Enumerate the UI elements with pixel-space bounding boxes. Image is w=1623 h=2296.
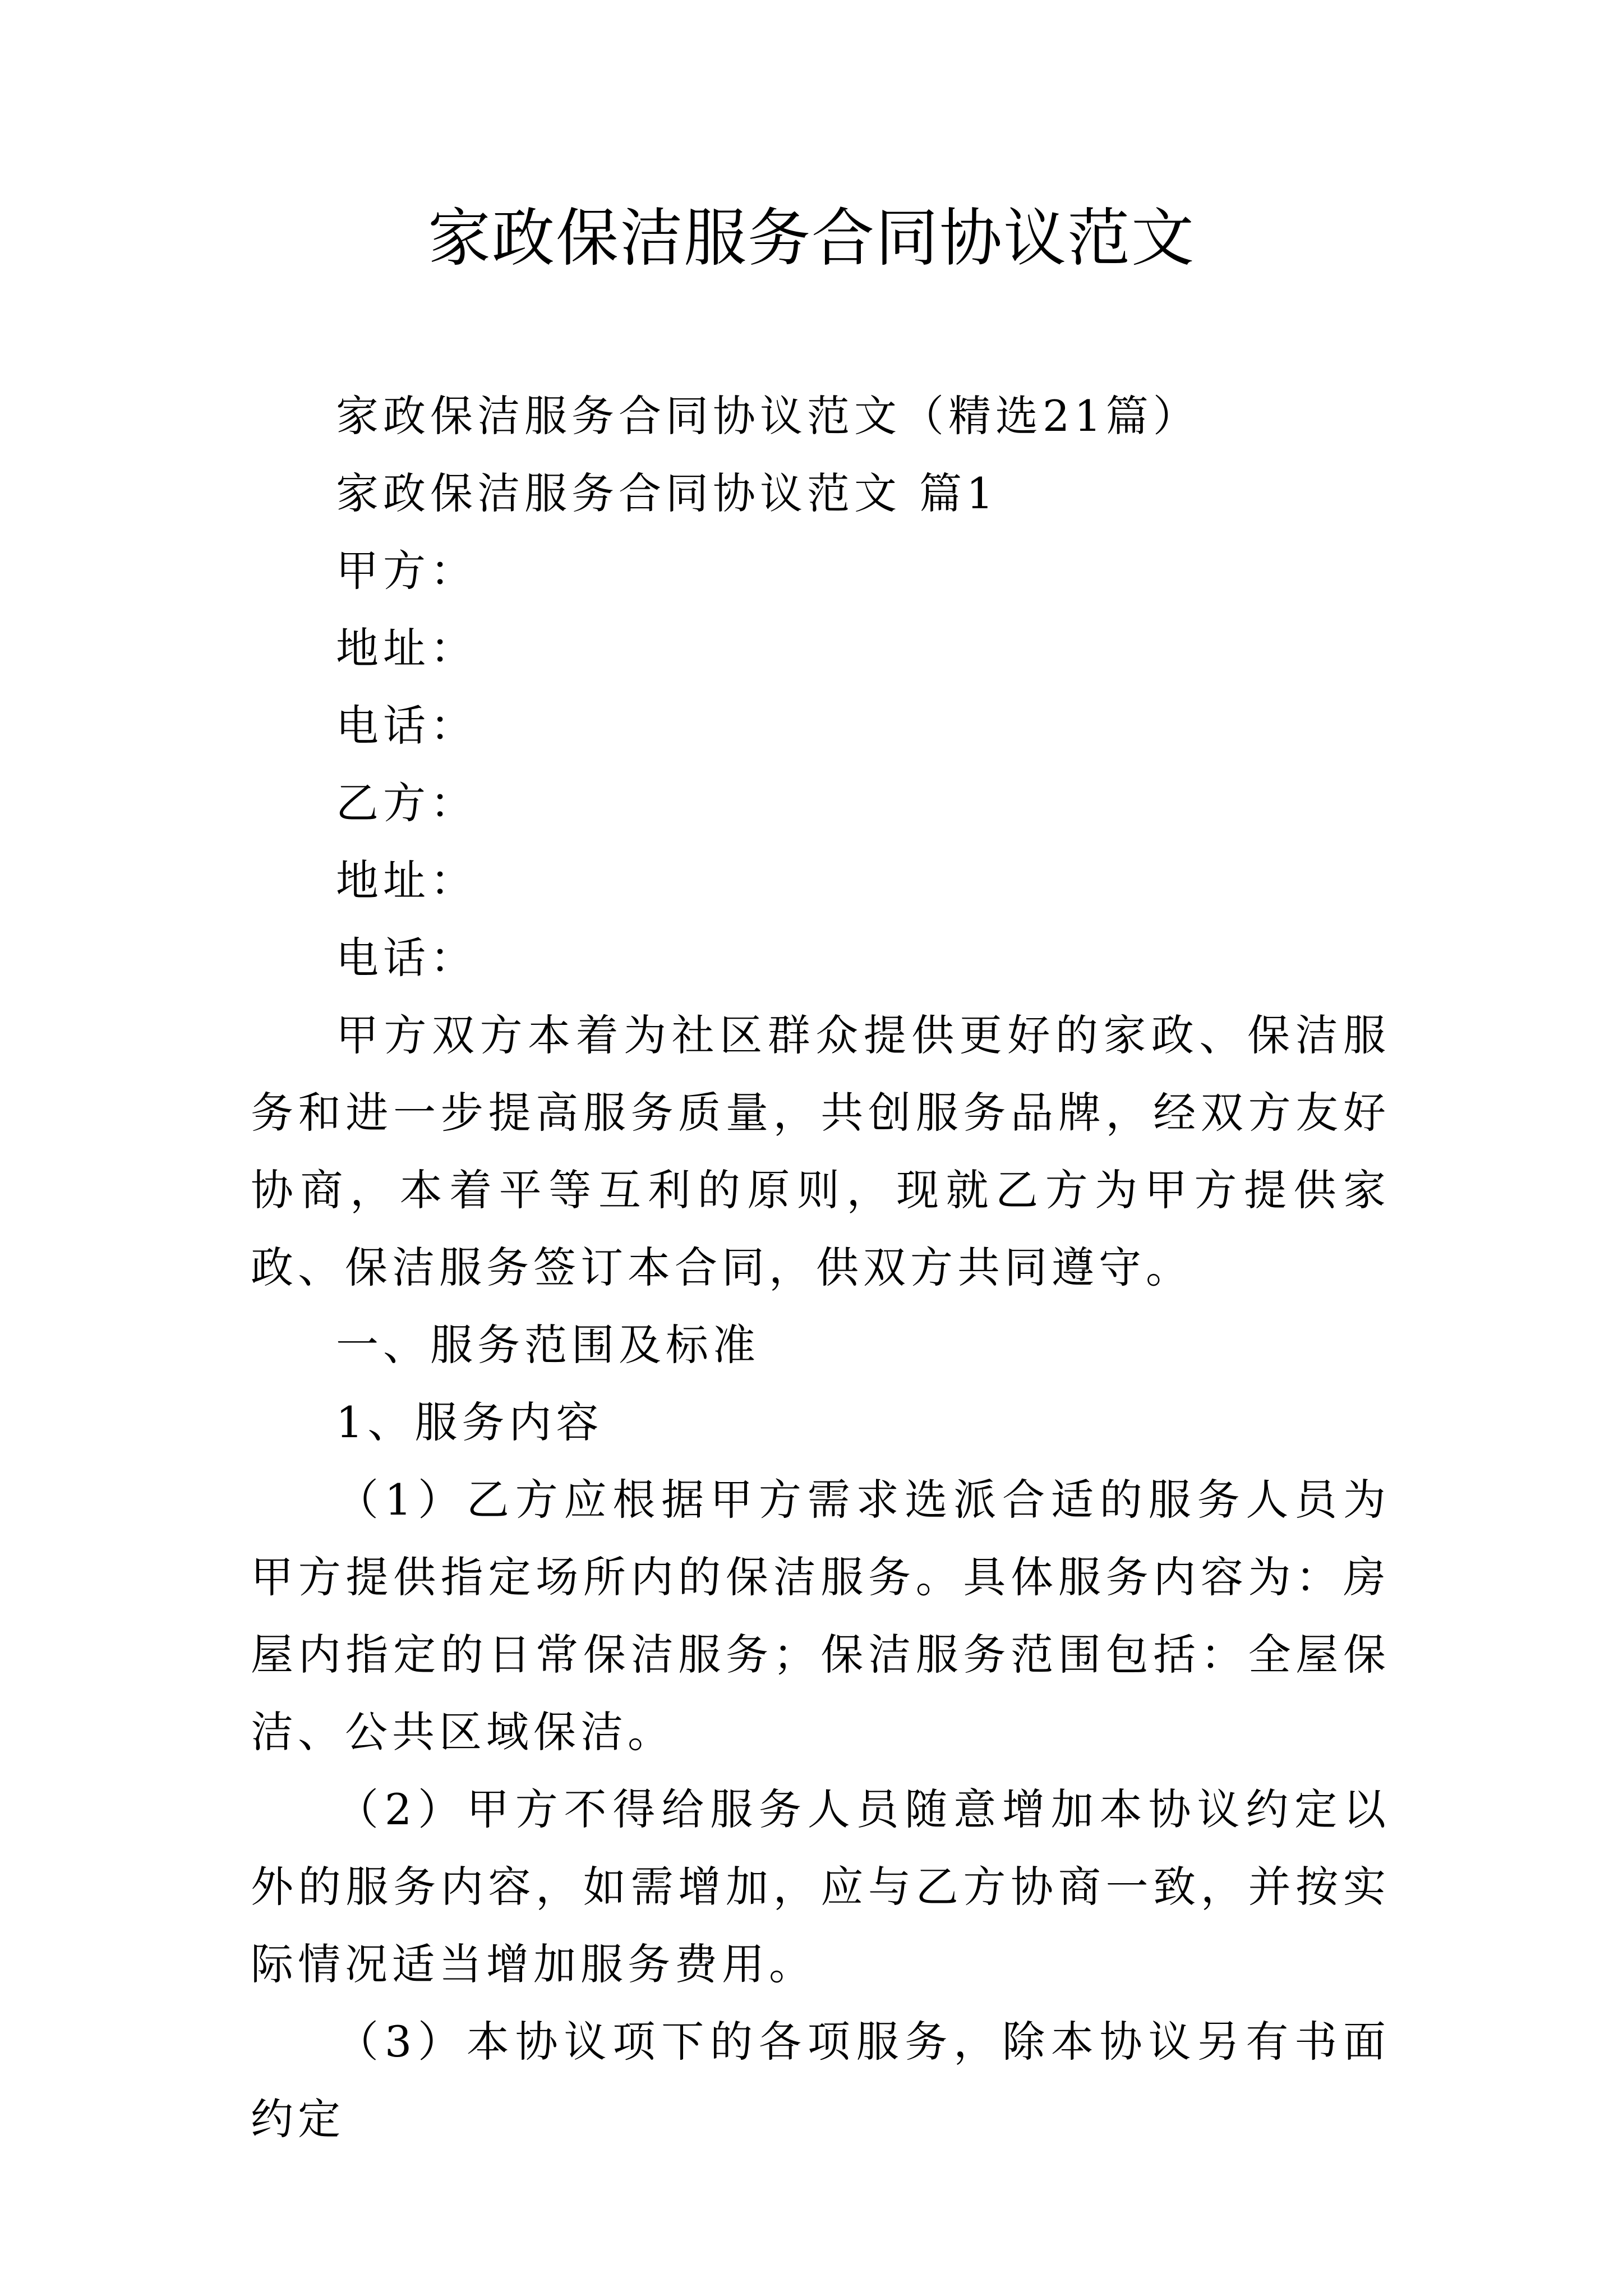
preamble-paragraph: 甲方双方本着为社区群众提供更好的家政、保洁服务和进一步提高服务质量，共创服务品牌，经双方友好协商，本着平等互利的原则，现就乙方为甲方提供家政、保洁服务签订本合同，供双方共同遵守。 [251, 1010, 1390, 1292]
party-a-label: 甲方： [336, 546, 477, 596]
clause-heading: 一、服务范围及标准 [336, 1320, 760, 1370]
section-heading: 家政保洁服务合同协议范文 篇1 [336, 468, 998, 518]
clause-item-2: （2）甲方不得给服务人员随意增加本协议约定以外的服务内容，如需增加，应与乙方协商一致，并按实际情况适当增加服务费用。 [251, 1784, 1390, 1989]
party-a-address-label: 地址： [336, 623, 477, 673]
party-b-phone-label: 电话： [336, 933, 477, 983]
subclause-heading: 1、服务内容 [336, 1397, 603, 1447]
clause-item-1: （1）乙方应根据甲方需求选派合适的服务人员为甲方提供指定场所内的保洁服务。具体服务内容为：房屋内指定的日常保洁服务；保洁服务范围包括：全屋保洁、公共区域保洁。 [251, 1475, 1390, 1757]
party-a-phone-label: 电话： [336, 701, 477, 751]
party-b-label: 乙方： [336, 778, 477, 828]
document-title: 家政保洁服务合同协议范文 [428, 202, 1195, 275]
party-b-address-label: 地址： [336, 855, 477, 905]
clause-item-3: （3）本协议项下的各项服务，除本协议另有书面约定 [251, 2017, 1390, 2144]
document-body [251, 378, 1390, 2158]
subtitle-line: 家政保洁服务合同协议范文（精选21篇） [336, 391, 1200, 441]
